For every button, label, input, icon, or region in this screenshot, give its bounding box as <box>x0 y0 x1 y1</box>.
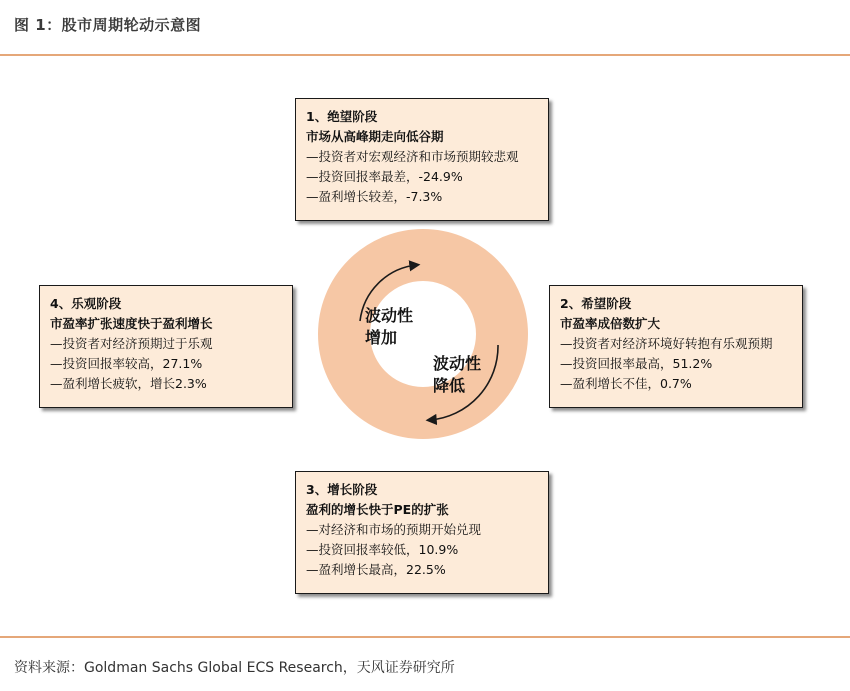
stage-4-heading: 4、乐观阶段 <box>50 296 122 311</box>
stage-4-subheading: 市盈率扩张速度快于盈利增长 <box>50 316 213 331</box>
volatility-increase-line-1: 波动性 <box>365 306 414 325</box>
stage-3-box <box>295 471 549 594</box>
stage-1-line-3: —盈利增长较差，-7.3% <box>306 189 443 204</box>
stage-2-line-3: —盈利增长不佳，0.7% <box>560 376 692 391</box>
stage-2-heading: 2、希望阶段 <box>560 296 632 311</box>
stage-2-subheading: 市盈率成倍数扩大 <box>560 316 661 331</box>
top-divider <box>0 54 850 56</box>
cycle-ring-svg <box>318 229 528 439</box>
volatility-decrease-line-1: 波动性 <box>433 354 482 373</box>
cycle-diagram <box>318 229 528 439</box>
stage-4-line-3: —盈利增长疲软，增长2.3% <box>50 376 207 391</box>
stage-3-line-3: —盈利增长最高，22.5% <box>306 562 446 577</box>
stage-4-line-1: —投资者对经济预期过于乐观 <box>50 336 213 351</box>
stage-3-subheading: 盈利的增长快于PE的扩张 <box>306 502 449 517</box>
stage-2-box <box>549 285 803 408</box>
stage-1-box <box>295 98 549 221</box>
volatility-increase-label <box>365 305 413 349</box>
stage-1-line-1: —投资者对宏观经济和市场预期较悲观 <box>306 149 519 164</box>
stage-3-heading: 3、增长阶段 <box>306 482 378 497</box>
stage-1-line-2: —投资回报率最差，-24.9% <box>306 169 463 184</box>
stage-4-line-2: —投资回报率较高，27.1% <box>50 356 203 371</box>
source-note: 资料来源：Goldman Sachs Global ECS Research，天风证券研究所 <box>14 660 455 676</box>
stage-2-line-1: —投资者对经济环境好转抱有乐观预期 <box>560 336 773 351</box>
volatility-decrease-line-2: 降低 <box>433 376 466 395</box>
stage-1-subheading: 市场从高峰期走向低谷期 <box>306 129 444 144</box>
stage-2-line-2: —投资回报率最高，51.2% <box>560 356 713 371</box>
figure-title: 图 1：股市周期轮动示意图 <box>14 16 202 34</box>
bottom-divider <box>0 636 850 638</box>
stage-1-heading: 1、绝望阶段 <box>306 109 378 124</box>
stage-3-line-1: —对经济和市场的预期开始兑现 <box>306 522 482 537</box>
stage-3-line-2: —投资回报率较低，10.9% <box>306 542 459 557</box>
stage-4-box <box>39 285 293 408</box>
volatility-decrease-label <box>433 353 481 397</box>
volatility-increase-line-2: 增加 <box>365 328 398 347</box>
